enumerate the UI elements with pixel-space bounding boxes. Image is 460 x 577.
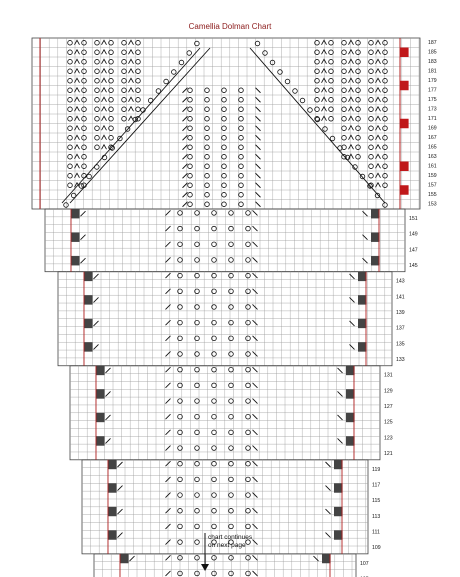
row-label: 183: [428, 59, 437, 65]
row-label: 159: [428, 173, 437, 179]
row-label: 177: [428, 87, 437, 94]
row-label: 125: [384, 419, 393, 426]
row-label: 149: [409, 231, 418, 238]
row-label: 109: [372, 545, 381, 552]
continue-note-line1: chart continues: [208, 534, 253, 541]
row-label: 121: [384, 451, 393, 458]
row-label: 151: [409, 215, 418, 222]
row-label: 129: [384, 388, 393, 395]
row-label: 119: [372, 466, 381, 473]
row-label: 163: [428, 154, 437, 160]
row-label: 181: [428, 68, 437, 75]
chart-title: Camellia Dolman Chart: [188, 22, 272, 31]
row-label: 117: [372, 482, 381, 489]
row-label: 127: [384, 404, 393, 411]
row-label: 143: [396, 278, 405, 285]
row-label: 155: [428, 192, 437, 198]
row-label: 175: [428, 97, 437, 103]
row-label: 153: [428, 201, 437, 208]
row-label: 167: [428, 135, 437, 141]
row-label: 139: [396, 310, 405, 317]
row-label: 133: [396, 357, 405, 364]
row-label: 137: [396, 325, 405, 332]
row-label: 141: [396, 294, 405, 301]
row-label: 171: [428, 116, 437, 122]
row-label: 131: [384, 372, 393, 379]
row-label: 145: [409, 262, 418, 269]
row-label: 161: [428, 163, 437, 170]
row-label: 173: [428, 106, 437, 113]
row-label: 107: [360, 560, 369, 567]
row-label: 185: [428, 49, 437, 56]
row-label: 135: [396, 341, 405, 348]
row-label: 157: [428, 182, 437, 189]
row-label: 123: [384, 435, 393, 442]
row-label: 169: [428, 125, 437, 132]
row-label: 179: [428, 78, 437, 84]
row-label: 115: [372, 498, 381, 505]
row-label: 187: [428, 40, 437, 46]
row-label: 147: [409, 247, 418, 254]
row-label: 113: [372, 513, 381, 520]
row-label: 111: [372, 529, 380, 536]
continue-note-line2: on next page: [208, 542, 246, 549]
row-label: 165: [428, 144, 437, 151]
